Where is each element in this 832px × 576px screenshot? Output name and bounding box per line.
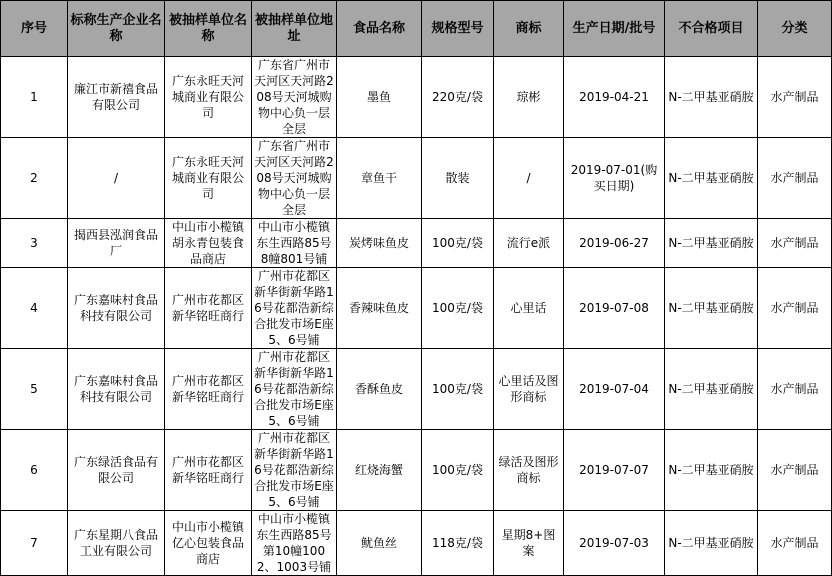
cell-production-date: 2019-07-01(购买日期) [564, 138, 665, 219]
cell-sampled-unit: 广州市花都区新华铭旺商行 [165, 349, 252, 430]
cell-manufacturer: 广东星期八食品工业有限公司 [68, 511, 165, 576]
cell-food-name: 炭烤味鱼皮 [337, 219, 422, 268]
cell-spec: 220克/袋 [422, 57, 494, 138]
cell-category: 水产制品 [758, 430, 832, 511]
cell-spec: 100克/袋 [422, 349, 494, 430]
cell-failed-item: N-二甲基亚硝胺 [665, 349, 758, 430]
cell-manufacturer: 广东嘉味村食品科技有限公司 [68, 349, 165, 430]
table-row [1, 268, 832, 349]
header-cell-category: 分类 [758, 1, 832, 57]
cell-sampled-unit: 中山市小榄镇胡永青包装食品商店 [165, 219, 252, 268]
header-cell-manufacturer: 标称生产企业名称 [68, 1, 165, 57]
table-row [1, 349, 832, 430]
cell-manufacturer: 广东嘉味村食品科技有限公司 [68, 268, 165, 349]
cell-index: 6 [1, 430, 68, 511]
cell-index: 1 [1, 57, 68, 138]
header-cell-trademark: 商标 [494, 1, 564, 57]
cell-failed-item: N-二甲基亚硝胺 [665, 138, 758, 219]
cell-index: 2 [1, 138, 68, 219]
cell-trademark: 星期8+图案 [494, 511, 564, 576]
header-cell-index: 序号 [1, 1, 68, 57]
cell-sampled-unit: 广州市花都区新华铭旺商行 [165, 430, 252, 511]
cell-sampled-unit: 中山市小榄镇亿心包装食品商店 [165, 511, 252, 576]
table-row [1, 511, 832, 576]
header-cell-sampled-unit: 被抽样单位名称 [165, 1, 252, 57]
header-cell-spec: 规格型号 [422, 1, 494, 57]
cell-manufacturer: 揭西县泓润食品厂 [68, 219, 165, 268]
cell-food-name: 墨鱼 [337, 57, 422, 138]
cell-sampled-address: 中山市小榄镇东生西路85号第10幢1002、1003号铺 [252, 511, 337, 576]
cell-category: 水产制品 [758, 349, 832, 430]
cell-failed-item: N-二甲基亚硝胺 [665, 430, 758, 511]
cell-trademark: 琼彬 [494, 57, 564, 138]
cell-trademark: 心里话及图形商标 [494, 349, 564, 430]
cell-production-date: 2019-07-03 [564, 511, 665, 576]
cell-sampled-unit: 广州市花都区新华铭旺商行 [165, 268, 252, 349]
header-cell-food-name: 食品名称 [337, 1, 422, 57]
cell-trademark: 流行e派 [494, 219, 564, 268]
cell-food-name: 香辣味鱼皮 [337, 268, 422, 349]
cell-trademark: 心里话 [494, 268, 564, 349]
cell-spec: 散装 [422, 138, 494, 219]
cell-trademark: / [494, 138, 564, 219]
cell-food-name: 鱿鱼丝 [337, 511, 422, 576]
table-row [1, 57, 832, 138]
cell-food-name: 章鱼干 [337, 138, 422, 219]
cell-sampled-address: 广州市花都区新华街新华路16号花都浩新综合批发市场E座5、6号铺 [252, 268, 337, 349]
cell-spec: 118克/袋 [422, 511, 494, 576]
header-row [1, 1, 832, 57]
cell-production-date: 2019-07-04 [564, 349, 665, 430]
cell-failed-item: N-二甲基亚硝胺 [665, 511, 758, 576]
cell-spec: 100克/袋 [422, 268, 494, 349]
cell-manufacturer: 广东绿活食品有限公司 [68, 430, 165, 511]
cell-production-date: 2019-06-27 [564, 219, 665, 268]
cell-index: 3 [1, 219, 68, 268]
cell-manufacturer: / [68, 138, 165, 219]
cell-sampled-unit: 广东永旺天河城商业有限公司 [165, 57, 252, 138]
cell-category: 水产制品 [758, 57, 832, 138]
cell-food-name: 红烧海蟹 [337, 430, 422, 511]
cell-sampled-unit: 广东永旺天河城商业有限公司 [165, 138, 252, 219]
cell-trademark: 绿活及图形商标 [494, 430, 564, 511]
header-cell-production-date: 生产日期/批号 [564, 1, 665, 57]
cell-sampled-address: 中山市小榄镇东生西路85号8幢801号铺 [252, 219, 337, 268]
cell-food-name: 香酥鱼皮 [337, 349, 422, 430]
cell-sampled-address: 广州市花都区新华街新华路16号花都浩新综合批发市场E座5、6号铺 [252, 430, 337, 511]
cell-failed-item: N-二甲基亚硝胺 [665, 219, 758, 268]
cell-spec: 100克/袋 [422, 430, 494, 511]
cell-production-date: 2019-04-21 [564, 57, 665, 138]
header-cell-sampled-address: 被抽样单位地址 [252, 1, 337, 57]
table-row [1, 430, 832, 511]
cell-manufacturer: 廉江市新禧食品有限公司 [68, 57, 165, 138]
header-cell-failed-item: 不合格项目 [665, 1, 758, 57]
cell-failed-item: N-二甲基亚硝胺 [665, 57, 758, 138]
cell-index: 4 [1, 268, 68, 349]
cell-production-date: 2019-07-07 [564, 430, 665, 511]
cell-sampled-address: 广州市花都区新华街新华路16号花都浩新综合批发市场E座5、6号铺 [252, 349, 337, 430]
cell-sampled-address: 广东省广州市天河区天河路208号天河城购物中心负一层全层 [252, 138, 337, 219]
table-row [1, 138, 832, 219]
cell-category: 水产制品 [758, 219, 832, 268]
cell-index: 5 [1, 349, 68, 430]
cell-index: 7 [1, 511, 68, 576]
cell-production-date: 2019-07-08 [564, 268, 665, 349]
cell-failed-item: N-二甲基亚硝胺 [665, 268, 758, 349]
cell-category: 水产制品 [758, 138, 832, 219]
table-row [1, 219, 832, 268]
cell-category: 水产制品 [758, 511, 832, 576]
cell-category: 水产制品 [758, 268, 832, 349]
cell-spec: 100克/袋 [422, 219, 494, 268]
cell-sampled-address: 广东省广州市天河区天河路208号天河城购物中心负一层全层 [252, 57, 337, 138]
